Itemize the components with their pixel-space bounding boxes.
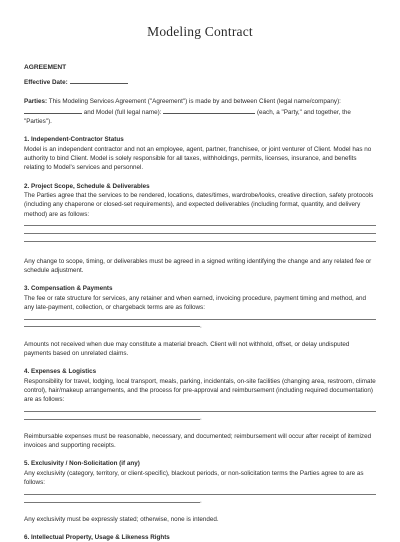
section-4-heading: 4. Expenses & Logistics (24, 368, 97, 376)
section-4-blank-line-short[interactable] (24, 412, 200, 420)
effective-date-label: Effective Date: (24, 79, 68, 87)
section-2-blank-line[interactable] (24, 234, 376, 242)
parties-label: Parties: (24, 97, 48, 105)
section-3-blank-line-short[interactable] (24, 320, 200, 328)
section-4-after-text: Reimbursable expenses must be reasonable, necessary, and documented; reimbursement will occur after receipt of itemized invoices and supporting receipts. (24, 432, 372, 450)
section-2-blank-line[interactable] (24, 226, 376, 234)
effective-date-field[interactable] (70, 76, 128, 84)
effective-date-line (24, 76, 376, 87)
section-5-blank-line[interactable] (24, 487, 376, 495)
parties-text-2: and Model (full legal name): (83, 108, 162, 116)
section-2-text: The Parties agree that the services to be rendered, locations, dates/times, wardrobe/looks, creative direction, safety protocols (including any chaperone or closed-set requirements), and expected deliverables (including format, quantity, and delivery method) are as follows: (24, 191, 374, 218)
document-title: Modeling Contract (147, 24, 253, 39)
section-3-heading: 3. Compensation & Payments (24, 285, 113, 293)
section-3-blank-line[interactable] (24, 312, 376, 320)
section-3-after-text: Amounts not received when due may constitute a material breach. Client will not withhold, offset, or delay undisputed payments based on unrelated claims. (24, 340, 350, 357)
section-6-heading: 6. Intellectual Property, Usage & Likeness Rights (24, 534, 170, 542)
model-name-field[interactable] (163, 106, 255, 114)
client-name-field[interactable] (24, 106, 82, 114)
section-4-blank-line[interactable] (24, 404, 376, 412)
section-3-text: The fee or rate structure for services, any retainer and when earned, invoicing procedure, payment timing and method, and any late-payment, collection, or chargeback terms are as follows: (24, 294, 366, 311)
section-5-heading: 5. Exclusivity / Non-Solicitation (if any) (24, 460, 140, 468)
document-body: AGREEMENT Effective Date: Parties: This Modeling Services Agreement ("Agreement") is made by and between Client (legal name/company): and Model (full legal name): (each, a "Party," and together, the "Parties"). 1. Independent-Contractor Status Model is an independent contractor and not an employee, agent, partner, franchisee, or joint venturer of Client. Model has no authority to bind Client. Model is solely responsible for all taxes, withholdings, permits, licenses, insurance, and benefits relating to Model's services and personnel. 2. Project Scope, Schedule & Deliverables The Parties agree that the services to be rendered, locations, dates/times, wardrobe/looks, creative direction, safety protocols (including any chaperone or closed-set requirements), and expected deliverables (including format, quantity, and delivery method) are as follows: Any change to scope, timing, or deliverables must be agreed in a signed writing identifying the change and any related fee or schedule adjustment. 3. Compensation & Payments The fee or rate structure for services, any retainer and when earned, invoicing procedure, payment timing and method, and any late-payment, collection, or chargeback terms are as follows: . Amounts not received when due may constitute a material breach. Client will not withhold, offset, or delay undisputed payments based on unrelated claims. 4. Expenses & Logistics Responsibility for travel, lodging, local transport, meals, parking, incidentals, on-site facilities (changing area, restroom, climate control), hair/makeup arrangements, and the process for pre-approval and reimbursement (including required documentation) are as follows: . Reimbursable expenses must be reasonable, necessary, and documented; reimbursement will occur after receipt of itemized invoices and supporting receipts. 5. Exclusivity / Non-Solicitation (if any) Any exclusivity (category, territory, or client-specific), blackout periods, or non-solicitation terms the Parties agree to are as follows: . Any exclusivity must be expressly stated; otherwise, none is intended. 6. Intellectual Property, Usage & Likeness Rights (24, 64, 376, 542)
section-1-heading: 1. Independent-Contractor Status (24, 136, 124, 144)
parties-text-3: (each, a "Party," and together, the "Parties"). (24, 108, 351, 126)
section-5-text: Any exclusivity (category, territory, or client-specific), blackout periods, or non-solicitation terms the Parties agree to are as follows: (24, 469, 364, 487)
section-2-after-text: Any change to scope, timing, or deliverables must be agreed in a signed writing identifying the change and any related fee or schedule adjustment. (24, 257, 372, 274)
parties-paragraph (24, 97, 376, 127)
section-4-text: Responsibility for travel, lodging, local transport, meals, parking, incidentals, on-site facilities (changing area, restroom, climate control), hair/makeup arrangements, and the process for pre-approval and reimbursement (including required documentation) are as follows: (24, 377, 376, 404)
parties-text-1: This Modeling Services Agreement ("Agreement") is made by and between Client (legal name/company): (48, 97, 341, 105)
section-1-text: Model is an independent contractor and not an employee, agent, partner, franchisee, or joint venturer of Client. Model has no authority to bind Client. Model is solely responsible for all taxes, withholdings, permits, licenses, insurance, and benefits relating to Model's services and personnel. (24, 145, 372, 172)
section-5-blank-line-short[interactable] (24, 495, 200, 503)
section-2-heading: 2. Project Scope, Schedule & Deliverables (24, 182, 150, 190)
section-5-after-text: Any exclusivity must be expressly stated; otherwise, none is intended. (24, 515, 219, 523)
section-2-blank-line[interactable] (24, 219, 376, 227)
agreement-heading: AGREEMENT (24, 64, 67, 71)
